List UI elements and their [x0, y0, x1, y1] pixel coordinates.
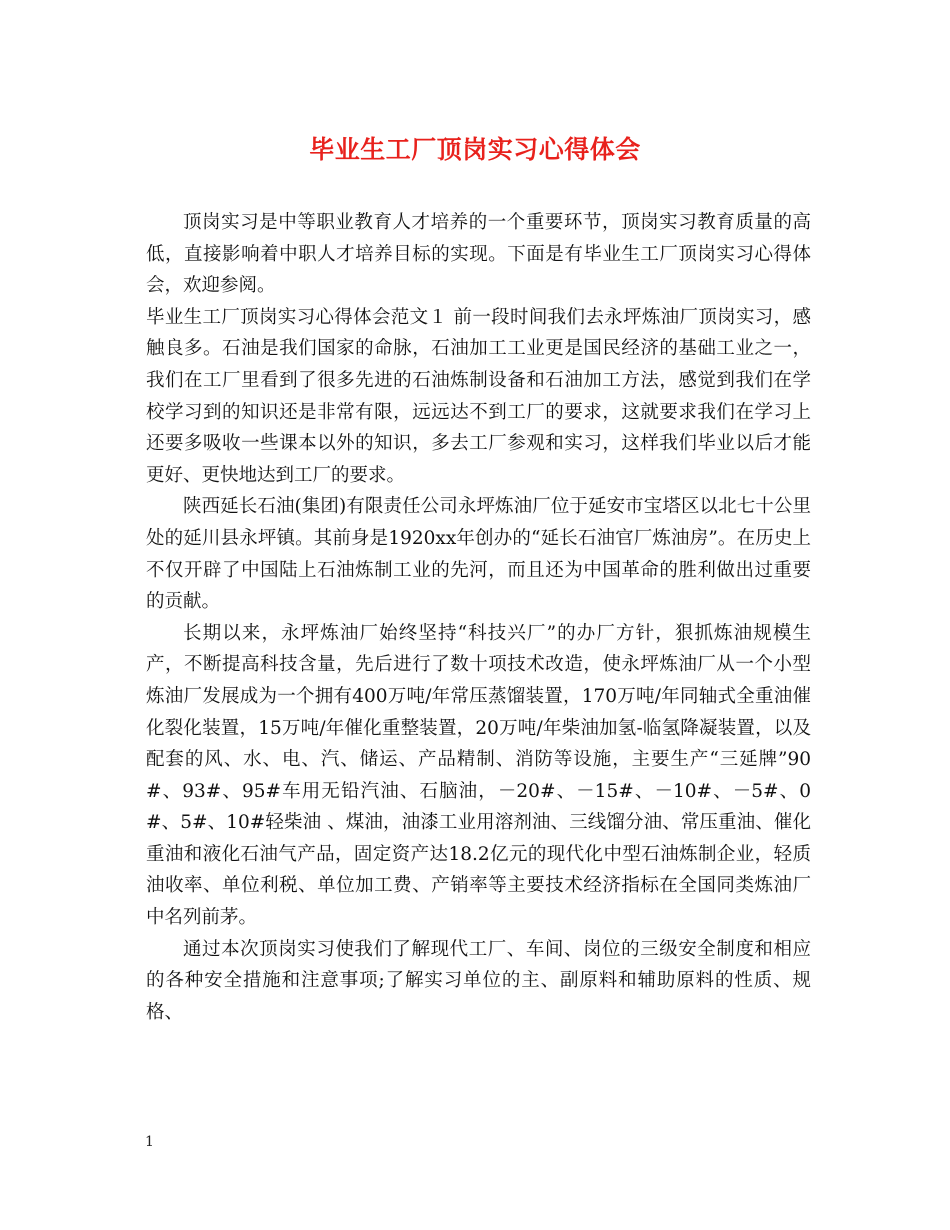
- paragraph-4: 通过本次顶岗实习使我们了解现代工厂、车间、岗位的三级安全制度和相应的各种安全措施和注意事项;了解实习单位的主、副原料和辅助原料的性质、规格、: [146, 938, 811, 1023]
- section-heading: 毕业生工厂顶岗实习心得体会范文１: [146, 306, 448, 328]
- document-body: [146, 207, 811, 1028]
- section-paragraph-1: [146, 302, 811, 492]
- page-number: 1: [145, 1134, 154, 1150]
- intro-paragraph: 顶岗实习是中等职业教育人才培养的一个重要环节，顶岗实习教育质量的高低，直接影响着中职人才培养目标的实现。下面是有毕业生工厂顶岗实习心得体会，欢迎参阅。: [146, 212, 811, 297]
- paragraph-3: 长期以来，永坪炼油厂始终坚持“科技兴厂”的办厂方针，狠抓炼油规模生产，不断提高科技含量，先后进行了数十项技术改造，使永坪炼油厂从一个小型炼油厂发展成为一个拥有400万吨/年常压蒸馏装置，170万吨/年同轴式全重油催化裂化装置，15万吨/年催化重整装置，20万吨/年柴油加氢-临氢降凝装置，以及配套的风、水、电、汽、储运、产品精制、消防等设施，主要生产“三延牌”90#、93#、95#车用无铅汽油、石脑油，－20#、－15#、－10#、－5#、0#、5#、10#轻柴油 、煤油，油漆工业用溶剂油、三线馏分油、常压重油、催化重油和液化石油气产品，固定资产达18.2亿元的现代化中型石油炼制企业，轻质油收率、单位利税、单位加工费、产销率等主要技术经济指标在全国同类炼油厂中名列前茅。: [146, 622, 811, 929]
- document-title: 毕业生工厂顶岗实习心得体会: [309, 135, 641, 164]
- paragraph-2: 陕西延长石油(集团)有限责任公司永坪炼油厂位于延安市宝塔区以北七十公里处的延川县永坪镇。其前身是1920xx年创办的“延长石油官厂炼油房”。在历史上不仅开辟了中国陆上石油炼制工业的先河，而且还为中国革命的胜利做出过重要的贡献。: [146, 496, 811, 613]
- paragraph-1-text: 前一段时间我们去永坪炼油厂顶岗实习，感触良多。石油是我们国家的命脉，石油加工工业更是国民经济的基础工业之一，我们在工厂里看到了很多先进的石油炼制设备和石油加工方法，感觉到我们在学校学习到的知识还是非常有限，远远达不到工厂的要求，这就要求我们在学习上还要多吸收一些课本以外的知识，多去工厂参观和实习，这样我们毕业以后才能更好、更快地达到工厂的要求。: [146, 306, 811, 486]
